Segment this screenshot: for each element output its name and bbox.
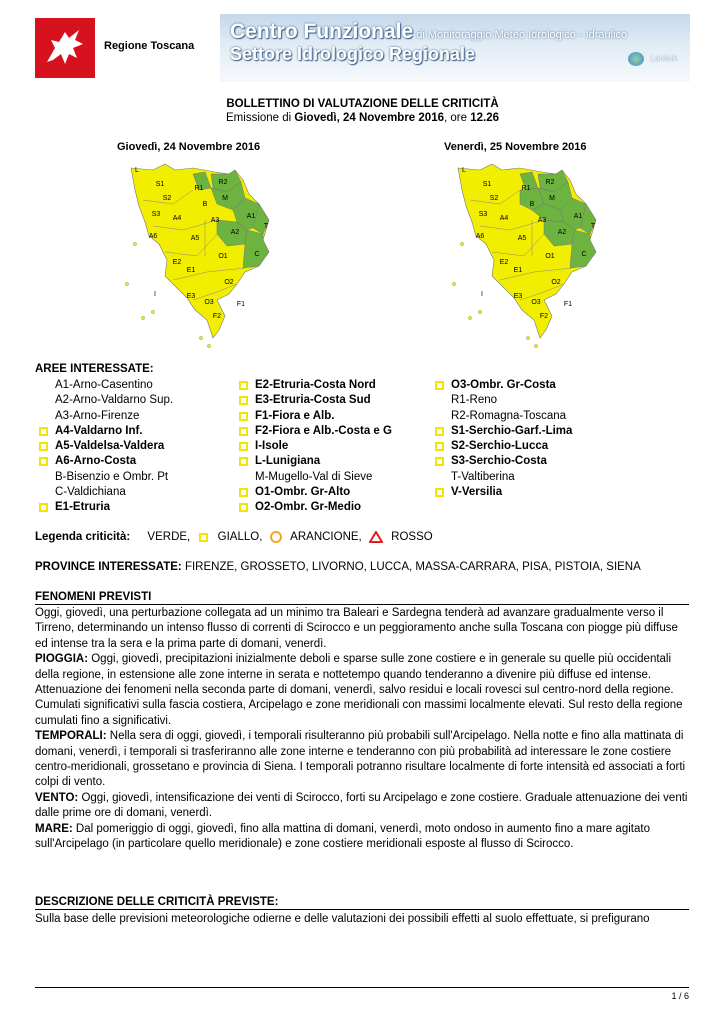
area-name: A2-Arno-Valdarno Sup.	[55, 394, 174, 407]
island	[468, 316, 471, 319]
zone-label: R2	[545, 179, 555, 186]
zone-label: A2	[557, 229, 567, 236]
area-name: B-Bisenzio e Ombr. Pt	[55, 470, 169, 483]
pegasus-icon	[35, 18, 95, 78]
zone-label: B	[529, 201, 535, 208]
area-item	[35, 393, 173, 408]
mare-paragraph	[35, 822, 689, 853]
area-item	[431, 393, 572, 408]
vento-label: VENTO:	[35, 791, 79, 804]
zone-label: C	[581, 251, 587, 258]
aree-column-3	[431, 378, 572, 500]
emission-mid: , ore	[443, 112, 471, 124]
zone-c	[243, 230, 269, 268]
zone-label: L	[462, 167, 466, 174]
vento-paragraph	[35, 791, 689, 822]
zone-label: S1	[482, 181, 492, 188]
giallo-square-icon	[239, 442, 248, 451]
area-item	[235, 378, 392, 393]
zone-label: B	[202, 201, 208, 208]
banner	[220, 14, 690, 82]
zone-label: M	[549, 195, 555, 202]
zone-label: S3	[478, 211, 488, 218]
giallo-square-icon	[435, 442, 444, 451]
zone-label: A4	[172, 215, 182, 222]
area-item	[431, 485, 572, 500]
temporali-text: Nella sera di oggi, giovedì, i temporali risulteranno più probabili sull'Arcipelago. Nella notte e fino alla mattinata di domani, venerdì, i temporali si trasferiranno alle zone interne e tenderanno con più probabilità ad interessare le zone costiere centro-meridionali, grossetano e provincia di Siena. I temporali potranno risultare localmente di forte intensità ed associati a forti colpi di vento.	[35, 730, 686, 789]
area-item	[235, 470, 392, 485]
giallo-square-icon	[39, 457, 48, 466]
zone-label: I	[481, 291, 483, 298]
giallo-square-icon	[239, 427, 248, 436]
descrizione-body: Sulla base delle previsioni meteorologiche odierne e delle valutazioni dei possibili effetti al suolo effettuate, si prefigurano	[35, 913, 650, 925]
giallo-square-icon	[239, 503, 248, 512]
zone-label: E2	[499, 259, 509, 266]
area-name: E3-Etruria-Costa Sud	[255, 394, 371, 407]
area-name: O2-Ombr. Gr-Medio	[255, 501, 362, 514]
zone-label: O3	[531, 299, 541, 306]
legend-verde: VERDE,	[147, 531, 191, 544]
area-name: R2-Romagna-Toscana	[451, 409, 567, 422]
giallo-square-icon	[39, 427, 48, 436]
zone-label: A3	[210, 217, 220, 224]
province-list: FIRENZE, GROSSETO, LIVORNO, LUCCA, MASSA-CARRARA, PISA, PISTOIA, SIENA	[181, 561, 641, 573]
pioggia-text: Oggi, giovedì, precipitazioni inizialmente deboli e sparse sulle zone costiere e in generale su quelle più occidentali della regione, in estensione alle zone interne in serata e nottetempo quando tenderanno a divenire più diffuse ed intense. Attenuazione dei fenomeni nella seconda parte di domani, venerdì, salvo residui e locali rovesci sul centro-nord della regione. Cumulati significativi sulla fascia costiera, Arcipelago e zone meridionali con massimi localmente elevati. Sul resto della regione cumulati fino a significativi.	[35, 653, 683, 727]
map-date-right: Venerdì, 25 Novembre 2016	[444, 141, 587, 153]
zone-label: E3	[186, 293, 196, 300]
island	[199, 336, 202, 339]
zone-label: A5	[190, 235, 200, 242]
zone-label: E1	[186, 267, 196, 274]
legend-arancione: ARANCIONE,	[290, 531, 362, 544]
emission-date: Giovedì, 24 Novembre 2016	[294, 112, 444, 124]
giallo-square-icon	[435, 427, 444, 436]
zone-label: L	[135, 167, 139, 174]
island	[526, 336, 529, 339]
island	[151, 310, 154, 313]
area-item	[235, 393, 392, 408]
area-name: A6-Arno-Costa	[55, 455, 137, 468]
giallo-square-icon	[435, 381, 444, 390]
zone-label: M	[222, 195, 228, 202]
island	[141, 316, 144, 319]
mare-label: MARE:	[35, 822, 73, 835]
aree-heading: AREE INTERESSATE:	[35, 363, 154, 375]
partner-name: LaMMA	[650, 54, 678, 63]
zone-label: R1	[521, 185, 531, 192]
banner-title-2: Settore Idrologico Regionale	[230, 44, 476, 64]
regione-toscana-logo	[35, 18, 95, 78]
temporali-label: TEMPORALI:	[35, 730, 107, 743]
zone-label: R2	[218, 179, 228, 186]
area-item	[235, 409, 392, 424]
giallo-square-icon	[39, 442, 48, 451]
arancione-circle-icon	[270, 531, 282, 543]
zone-label: F1	[563, 301, 573, 308]
map-date-left: Giovedì, 24 Novembre 2016	[117, 141, 261, 153]
zone-label: S1	[155, 181, 165, 188]
temporali-paragraph	[35, 729, 689, 791]
rosso-triangle-icon	[369, 531, 383, 543]
pioggia-paragraph	[35, 652, 689, 729]
area-item	[235, 454, 392, 469]
area-item	[431, 424, 572, 439]
fenomeni-heading: FENOMENI PREVISTI	[35, 591, 689, 605]
area-item	[35, 454, 173, 469]
org-name: Regione Toscana	[104, 40, 195, 52]
zone-label: T	[590, 223, 596, 230]
area-name: I-Isole	[255, 440, 289, 453]
zone-label: O2	[224, 279, 234, 286]
zone-label: F2	[212, 313, 222, 320]
mare-text: Dal pomeriggio di oggi, giovedì, fino alla mattina di domani, venerdì, moto ondoso in aumento fino a mare agitato sull'Arcipelago (in particolare quello meridionale) e zone costiere meridionali esposte al flusso di Scirocco.	[35, 822, 650, 851]
zone-c	[570, 230, 596, 268]
zone-label: F1	[236, 301, 246, 308]
zone-label: A4	[499, 215, 509, 222]
area-item	[35, 500, 173, 515]
island	[534, 344, 537, 347]
area-name: F1-Fiora e Alb.	[255, 409, 335, 422]
map-right	[440, 160, 610, 355]
island	[460, 242, 463, 245]
emission-line	[0, 112, 725, 124]
area-name: O1-Ombr. Gr-Alto	[255, 486, 351, 499]
area-item	[431, 454, 572, 469]
giallo-square-icon	[435, 488, 444, 497]
area-name: A5-Valdelsa-Valdera	[55, 440, 165, 453]
area-name: A1-Arno-Casentino	[55, 379, 153, 391]
fenomeni-intro: Oggi, giovedì, una perturbazione collegata ad un minimo tra Baleari e Sardegna tenderà ad avanzare gradualmente verso il Tirreno, determinando un intenso flusso di correnti di Scirocco e un peggioramento anche sulla Toscana con piogge più diffuse ed intense tra la sera e la prima parte di domani, venerdì.	[35, 607, 678, 650]
area-name: R1-Reno	[451, 394, 498, 407]
zone-label: O1	[218, 253, 228, 260]
emission-time: 12.26	[470, 112, 499, 124]
area-name: S1-Serchio-Garf.-Lima	[451, 424, 573, 437]
page-number: 1 / 6	[671, 991, 689, 1001]
giallo-square-icon	[239, 488, 248, 497]
area-item	[235, 424, 392, 439]
legend-label: Legenda criticità:	[35, 531, 131, 544]
footer-divider	[35, 987, 689, 988]
area-item	[235, 500, 392, 515]
zone-label: A6	[475, 233, 485, 240]
area-item	[431, 439, 572, 454]
area-name: E1-Etruria	[55, 501, 110, 514]
zone-label: E1	[513, 267, 523, 274]
fenomeni-body	[35, 606, 689, 853]
zone-label: S3	[151, 211, 161, 218]
area-item	[35, 409, 173, 424]
zone-label: E2	[172, 259, 182, 266]
area-item	[235, 439, 392, 454]
zone-label: C	[254, 251, 260, 258]
banner-title: Centro Funzionale	[230, 20, 414, 43]
zone-label: A3	[537, 217, 547, 224]
area-item	[35, 485, 173, 500]
legend	[35, 531, 433, 543]
giallo-square-icon	[239, 396, 248, 405]
area-name: V-Versilia	[451, 486, 503, 499]
zone-label: A5	[517, 235, 527, 242]
zone-label: A1	[573, 213, 583, 220]
legend-rosso: ROSSO	[391, 531, 433, 544]
zone-label: R1	[194, 185, 204, 192]
area-item	[431, 409, 572, 424]
vento-text: Oggi, giovedì, intensificazione dei venti di Scirocco, forti su Arcipelago e zone costiere. Graduale attenuazione dei venti dalle prime ore di domani, venerdì.	[35, 791, 688, 820]
area-name: A4-Valdarno Inf.	[55, 424, 143, 437]
zone-label: O2	[551, 279, 561, 286]
pioggia-label: PIOGGIA:	[35, 653, 89, 666]
zone-label: I	[154, 291, 156, 298]
area-item	[431, 470, 572, 485]
area-item	[35, 439, 173, 454]
area-name: A3-Arno-Firenze	[55, 409, 140, 422]
zone-label: S2	[162, 195, 172, 202]
legend-giallo: GIALLO,	[217, 531, 263, 544]
map-left	[113, 160, 283, 355]
island	[125, 282, 128, 285]
header	[0, 0, 725, 95]
island	[452, 282, 455, 285]
zone-label: E3	[513, 293, 523, 300]
zone-label: A2	[230, 229, 240, 236]
giallo-square-icon	[239, 457, 248, 466]
area-item	[35, 470, 173, 485]
giallo-square-icon	[435, 457, 444, 466]
area-name: E2-Etruria-Costa Nord	[255, 379, 376, 391]
area-item	[35, 424, 173, 439]
emission-prefix: Emissione di	[226, 112, 295, 124]
island	[207, 344, 210, 347]
area-name: C-Valdichiana	[55, 486, 126, 499]
zone-label: T	[263, 223, 269, 230]
zone-label: O3	[204, 299, 214, 306]
island	[478, 310, 481, 313]
giallo-square-icon	[239, 381, 248, 390]
area-name: L-Lunigiana	[255, 455, 321, 468]
giallo-square-icon	[239, 412, 248, 421]
giallo-square-icon	[39, 503, 48, 512]
area-item	[431, 378, 572, 393]
province-label: PROVINCE INTERESSATE:	[35, 561, 182, 573]
zone-label: A6	[148, 233, 158, 240]
area-name: O3-Ombr. Gr-Costa	[451, 379, 556, 391]
zone-label: F2	[539, 313, 549, 320]
giallo-square-icon	[199, 533, 208, 542]
bulletin-title: BOLLETTINO DI VALUTAZIONE DELLE CRITICITÀ	[226, 98, 499, 110]
aree-column-1	[35, 378, 173, 516]
zone-label: O1	[545, 253, 555, 260]
area-item	[235, 485, 392, 500]
area-item	[35, 378, 173, 393]
area-name: T-Valtiberina	[451, 470, 515, 483]
banner-subtitle: di Monitoraggio Meteo Idrologico - Idraulico	[413, 29, 628, 41]
island	[133, 242, 136, 245]
zone-label: A1	[246, 213, 256, 220]
descrizione-heading: DESCRIZIONE DELLE CRITICITÀ PREVISTE:	[35, 896, 689, 910]
area-name: S2-Serchio-Lucca	[451, 440, 549, 453]
zone-label: S2	[489, 195, 499, 202]
area-name: F2-Fiora e Alb.-Costa e G	[255, 424, 392, 437]
area-name: M-Mugello-Val di Sieve	[255, 470, 373, 483]
lamma-logo-icon	[628, 52, 644, 66]
area-name: S3-Serchio-Costa	[451, 455, 547, 468]
province-line	[35, 561, 641, 573]
aree-column-2	[235, 378, 392, 516]
